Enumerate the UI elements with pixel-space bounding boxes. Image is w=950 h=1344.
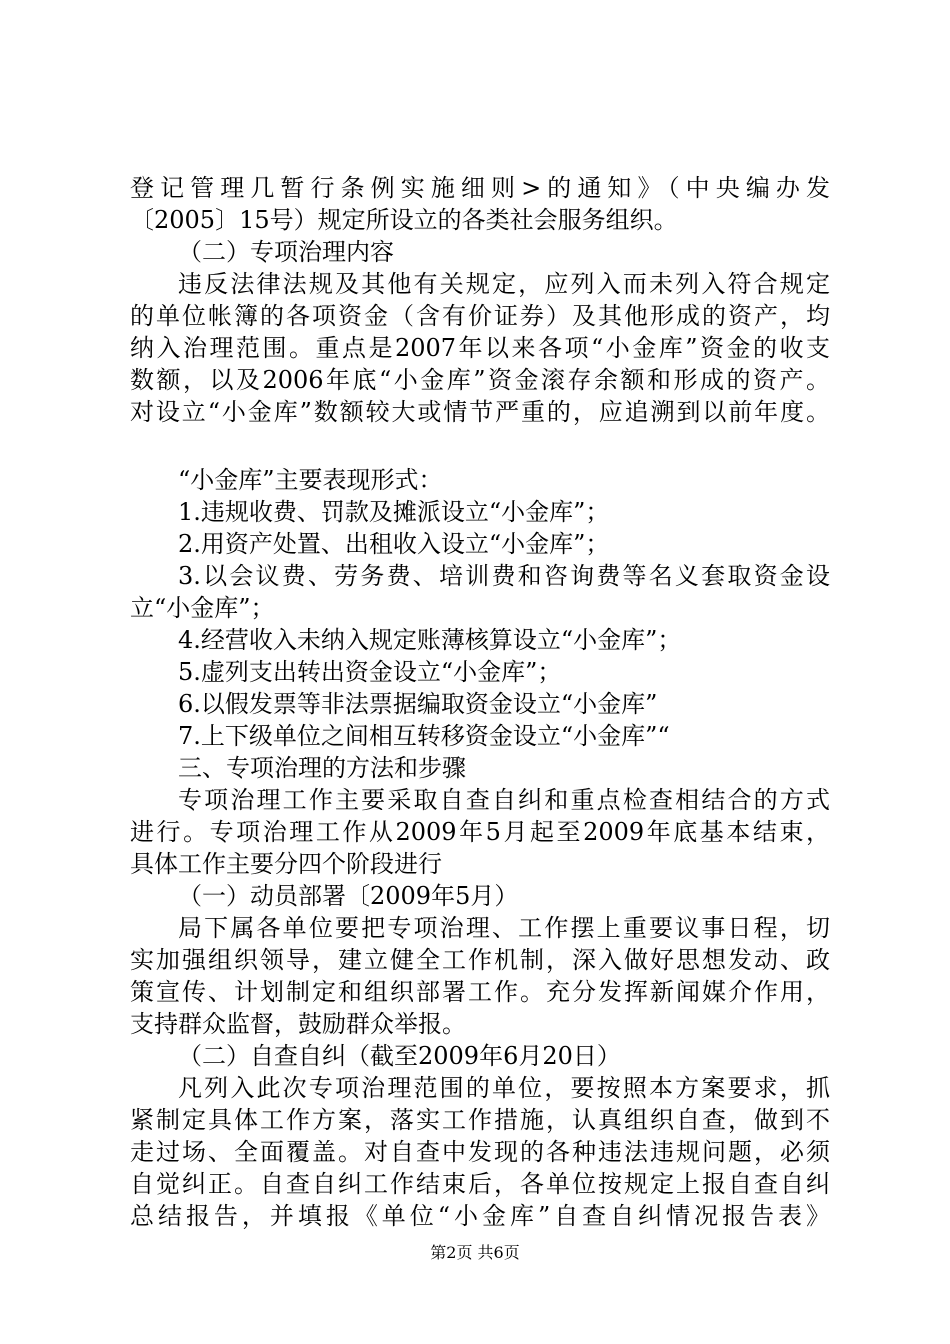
text-line: 总结报告，并填报《单位“小金库”自查自纠情况报告表》 — [130, 1202, 830, 1230]
text-line: 凡列入此次专项治理范围的单位，要按照本方案要求，抓 — [178, 1074, 830, 1102]
list-item: 1.违规收费、罚款及摊派设立“小金库”； — [178, 498, 610, 526]
text-line: 〔2005〕15号）规定所设立的各类社会服务组织。 — [130, 206, 678, 234]
text-line: 走过场、全面覆盖。对自查中发现的各种违法违规问题，必须 — [130, 1138, 830, 1166]
document-body — [130, 172, 830, 1232]
text-line: 局下属各单位要把专项治理、工作摆上重要议事日程，切 — [178, 914, 830, 942]
text-line: “小金库”主要表现形式： — [178, 466, 443, 494]
text-line: 纳入治理范围。重点是2007年以来各项“小金库”资金的收支 — [130, 334, 830, 362]
section-heading: （二）自查自纠（截至2009年6月20日） — [178, 1042, 621, 1070]
list-item: 2.用资产处置、出租收入设立“小金库”； — [178, 530, 610, 558]
text-line: 专项治理工作主要采取自查自纠和重点检查相结合的方式 — [178, 786, 830, 814]
page-number-footer: 第2页 共6页 — [430, 1243, 520, 1262]
text-line: 的单位帐簿的各项资金（含有价证券）及其他形成的资产，均 — [130, 302, 830, 330]
text-line: 对设立“小金库”数额较大或情节严重的，应追溯到以前年度。 — [130, 398, 830, 426]
list-item: 4.经营收入未纳入规定账薄核算设立“小金库”； — [178, 626, 682, 654]
list-item: 6.以假发票等非法票据编取资金设立“小金库” — [178, 690, 658, 718]
list-item-continuation: 立“小金库”； — [130, 594, 275, 622]
section-heading: （二）专项治理内容 — [178, 238, 394, 266]
text-line: 实加强组织领导，建立健全工作机制，深入做好思想发动、政 — [130, 946, 830, 974]
list-item: 5.虚列支出转出资金设立“小金库”； — [178, 658, 562, 686]
text-line: 策宣传、计划制定和组织部署工作。充分发挥新闻媒介作用， — [130, 978, 830, 1006]
text-line: 进行。专项治理工作从2009年5月起至2009年底基本结束， — [130, 818, 830, 846]
text-line: 具体工作主要分四个阶段进行 — [130, 850, 442, 878]
paragraph-gap — [130, 428, 830, 464]
text-line: 数额，以及2006年底“小金库”资金滚存余额和形成的资产。 — [130, 366, 830, 394]
text-line: 违反法律法规及其他有关规定，应列入而未列入符合规定 — [178, 270, 830, 298]
list-item: 7.上下级单位之间相互转移资金设立“小金库”“ — [178, 722, 670, 750]
section-heading: （一）动员部署〔2009年5月） — [178, 882, 519, 910]
text-line: 支持群众监督，鼓励群众举报。 — [130, 1010, 466, 1038]
list-item: 3.以会议费、劳务费、培训费和咨询费等名义套取资金设 — [178, 562, 830, 590]
text-line: 紧制定具体工作方案，落实工作措施，认真组织自查，做到不 — [130, 1106, 830, 1134]
section-heading: 三、专项治理的方法和步骤 — [178, 754, 466, 782]
text-line: 登记管理几暂行条例实施细则>的通知》（中央编办发 — [130, 174, 830, 202]
text-line: 自觉纠正。自查自纠工作结束后，各单位按规定上报自查自纠 — [130, 1170, 830, 1198]
